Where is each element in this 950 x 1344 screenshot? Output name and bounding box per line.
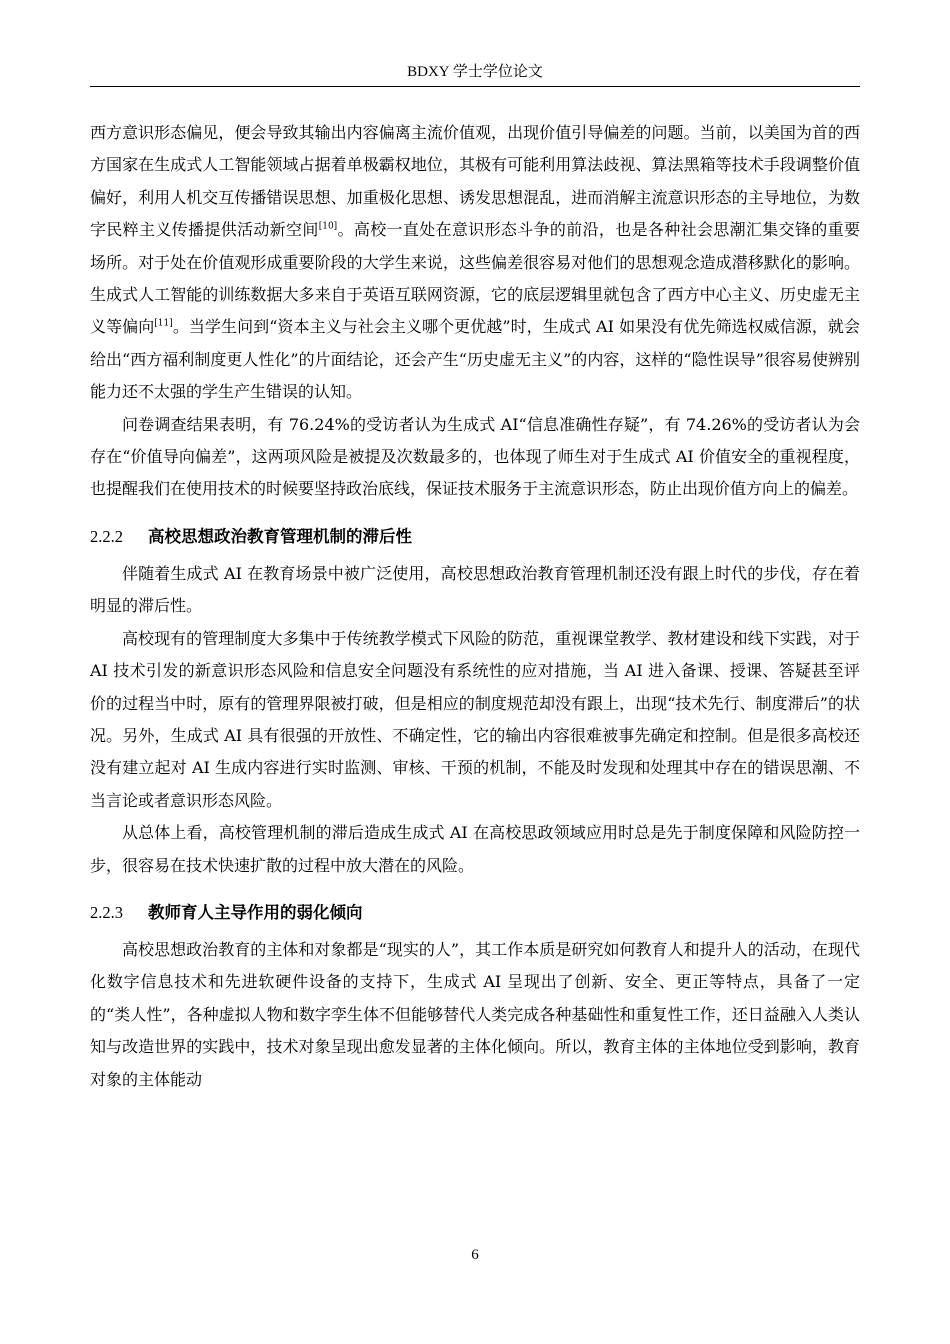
header-divider [90,86,860,87]
section-title: 高校思想政治教育管理机制的滞后性 [148,526,412,546]
section-heading-2-2-2 [90,521,860,553]
running-header: BDXY 学士学位论文 [407,64,543,80]
paragraph-survey: 问卷调查结果表明，有 76.24%的受访者认为生成式 AI“信息准确性存疑”，有 74.26%的受访者认为会存在“价值导向偏差”，这两项风险是被提及次数最多的，也体现了师生对于生成式 AI 价值安全的重视程度，也提醒我们在使用技术的时候要坚持政治底线，保证技术服务于主流意识形态，防止出现价值方向上的偏差。 [90,414,860,499]
paragraph-text: 。高校一直处在意识形态斗争的前沿，也是各种社会思潮汇集交锋的重要场所。对于处在价值观形成重要阶段的大学生来说，这些偏差很容易对他们的思想观念造成潜移默化的影响。生成式人工智能的训练数据大多来自于英语互联网资源，它的底层逻辑里就包含了西方中心主义、历史虚无主义等偏向 [90,220,860,337]
page-number: 6 [471,1247,479,1263]
section-heading-2-2-3 [90,897,860,929]
section-number: 2.2.2 [90,526,123,546]
body-text [90,117,860,1096]
paragraph-text: 西方意识形态偏见，便会导致其输出内容偏离主流价值观，出现价值引导偏差的问题。当前，以美国为首的西方国家在生成式人工智能领域占据着单极霸权地位，其极有可能利用算法歧视、算法黑箱等技术手段调整价值偏好，利用人机交互传播错误思想、加重极化思想、诱发思想混乱，进而消解主流意识形态的主导地位，为数字民粹主义传播提供活动新空间 [90,123,860,240]
paragraph-value-bias [90,117,860,409]
paragraph-management-summary: 从总体上看，高校管理机制的滞后造成生成式 AI 在高校思政领域应用时总是先于制度保障和风险防控一步，很容易在技术快速扩散的过程中放大潜在的风险。 [90,823,860,875]
paragraph-teacher-role: 高校思想政治教育的主体和对象都是“现实的人”，其工作本质是研究如何教育人和提升人的活动，在现代化数字信息技术和先进软硬件设备的支持下，生成式 AI 呈现出了创新、安全、更正等特点，具备了一定的“类人性”，各种虚拟人物和数字孪生体不但能够替代人类完成各种基础性和重复性工作，还日益融入人类认知与改造世界的实践中，技术对象呈现出愈发显著的主体化倾向。所以，教育主体的主体地位受到影响，教育对象的主体能动 [90,939,860,1089]
paragraph-management-detail: 高校现有的管理制度大多集中于传统教学模式下风险的防范，重视课堂教学、教材建设和线下实践，对于 AI 技术引发的新意识形态风险和信息安全问题没有系统性的应对措施，当 AI 进入备课、授课、答疑甚至评价的过程当中时，原有的管理界限被打破，但是相应的制度规范却没有跟上，出现“技术先行、制度滞后”的状况。另外，生成式 AI 具有很强的开放性、不确定性，它的输出内容很难被事先确定和控制。但是很多高校还没有建立起对 AI 生成内容进行实时监测、审核、干预的机制，不能及时发现和处理其中存在的错误思潮、不当言论或者意识形态风险。 [90,628,860,810]
citation-ref: [11] [154,319,173,330]
section-title: 教师育人主导作用的弱化倾向 [148,902,363,922]
paragraph-management-intro: 伴随着生成式 AI 在教育场景中被广泛使用，高校思想政治教育管理机制还没有跟上时代的步伐，存在着明显的滞后性。 [90,563,860,616]
paragraph-text: 。当学生问到“资本主义与社会主义哪个更优越”时，生成式 AI 如果没有优先筛选权威信源，就会给出“西方福利制度更人性化”的片面结论，还会产生“历史虚无主义”的内容，这样的“隐性误导”很容易使辨别能力还不太强的学生产生错误的认知。 [90,317,860,402]
section-number: 2.2.3 [90,902,123,922]
citation-ref: [10] [318,221,338,232]
